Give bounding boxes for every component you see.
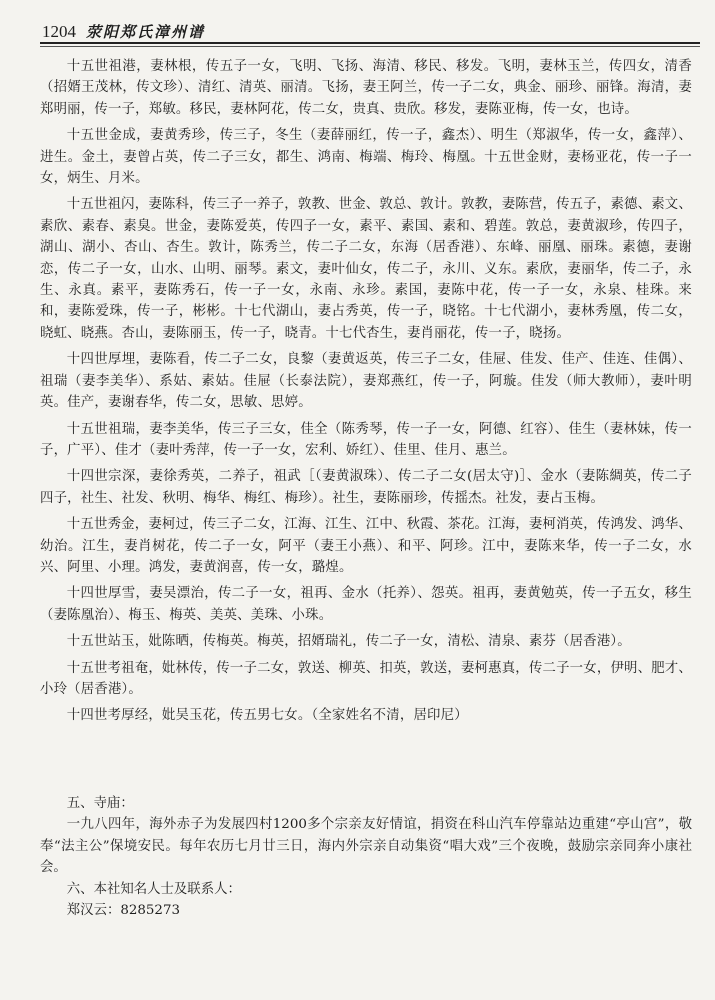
paragraph: 十四世宗深，妻徐秀英，二养子，祖武［（妻黄淑珠）、传二子二女(居太守)］、金水（妻陈綢英，传二子四子，社生、社发、秋明、梅华、梅红、梅珍）。社生，妻陈丽珍，传摇杰。社发，妻占玉梅。 [40, 469, 692, 506]
contact-line: 郑汉云：8285273 [66, 903, 180, 919]
paragraph: 十五世祖闪，妻陈科，传三子一养子，敦教、世金、敦总、敦计。敦教，妻陈营，传五子，素德、素文、素欣、素春、素臭。世金，妻陈爱英，传四子一女，素平、素国、素和、碧莲。敦总，妻黄淑珍，传四子，湖山、湖小、杏山、杏生。敦计，陈秀兰，传二子二女，东海（居香港）、东峰、丽凰、丽珠。素德，妻谢恋，传二子一女，山水、山明、丽琴。素文，妻叶仙女，传二子，永川、义东。素欣，妻丽华，传二子，永生、永真。素平，妻陈秀石，传一子一女，永南、永珍。素国，妻陈中花，传一子一女，永泉、桂珠。来和，妻陈爱珠，传一子，彬彬。十七代湖山，妻占秀英，传一子，晓铭。十七代湖小，妻林秀凰，传二女，晓虹、晓燕。杏山，妻陈丽玉，传一子，晓青。十七代杏生，妻肖丽花，传一子，晓扬。 [40, 197, 692, 341]
temple-section-text: 一九八四年，海外赤子为发展四村1200多个宗亲友好情谊，捐资在科山汽车停靠站边重建“亭山宫”，敬奉“法主公”保境安民。每年农历七月廿三日，海内外宗亲自动集资“唱大戏”三个夜晚，鼓励宗亲同奔小康社会。 [40, 817, 692, 876]
paragraph: 十五世考祖奄，妣林传，传一子二女，敦送、柳英、扣英，敦送，妻柯惠真，传二子一女，伊明、肥才、小玲（居香港）。 [40, 660, 692, 697]
paragraph: 十五世秀金，妻柯过，传三子二女，江海、江生、江中、秋霞、茶花。江海，妻柯消英，传鸿发、鸿华、幼治。江生，妻肖树花，传二子一女，阿平（妻王小燕）、和平、阿珍。江中，妻陈来华，传一子二女，水兴、阿里、小理。鸿发，妻黄润喜，传一女，璐煌。 [40, 517, 692, 575]
contacts-section-title: 六、本社知名人士及联系人： [66, 881, 241, 897]
paragraph: 十五世祖瑞，妻李美华，传三子三女，佳全（陈秀琴，传一子一女，阿德、红容）、佳生（妻林妹，传一子，广平）、佳才（妻叶秀萍，传一子一女，宏利、娇红）、佳里、佳月、惠兰。 [40, 421, 692, 458]
paragraph: 十五世金成，妻黄秀珍，传三子，冬生（妻薛丽红，传一子，鑫杰）、明生（郑淑华，传一女，鑫萍）、进生。金土，妻曾占英，传二子三女，都生、鸿南、梅端、梅玲、梅凰。十五世金财，妻杨亚花，传一子一女，炳生、月米。 [40, 128, 692, 187]
genealogy-body [40, 56, 692, 732]
paragraph: 十四世考厚经，妣吴玉花，传五男七女。（全家姓名不清，居印尼） [66, 708, 468, 724]
header-rule-thin [40, 46, 700, 47]
paragraph: 十四世厚埋，妻陈看，传二子二女，良黎（妻黄返英，传三子二女，佳屉、佳发、佳产、佳连、佳偶）、祖瑞（妻李美华）、系姑、素姑。佳屉（长泰法院），妻郑燕红，传一子，阿璇。佳发（师大教师），妻叶明英。佳产，妻谢春华，传二女，思敏、思婷。 [40, 352, 692, 411]
page-header [42, 16, 692, 42]
page-number: 1204 [42, 22, 76, 41]
temple-section-title: 五、寺庙： [66, 796, 134, 811]
paragraph: 十五世站玉，妣陈晒，传梅英。梅英，招婿瑞礼，传二子一女，清松、清泉、素芬（居香港）。 [66, 634, 631, 650]
paragraph: 十五世祖港，妻林根，传五子一女，飞明、飞扬、海清、移民、移发。飞明，妻林玉兰，传四女，清香（招婿王茂林，传文珍）、清红、清英、丽清。飞扬，妻王阿兰，传一子二女，典金、丽珍、丽锋。海清，妻郑明丽，传一子，郑敏。移民，妻林阿花，传二女，贵真、贵欣。移发，妻陈亚梅，传一女，也诗。 [40, 59, 692, 117]
book-title: 荥阳郑氏漳州谱 [86, 23, 206, 41]
temple-and-contacts [40, 793, 692, 921]
paragraph: 十四世厚雪，妻吴漂治，传二子一女，祖再、金水（托养）、怨英。祖再，妻黄勉英，传一子五女，移生（妻陈凰治）、梅玉、梅英、美英、美珠、小珠。 [40, 586, 692, 623]
header-rule [40, 42, 700, 44]
